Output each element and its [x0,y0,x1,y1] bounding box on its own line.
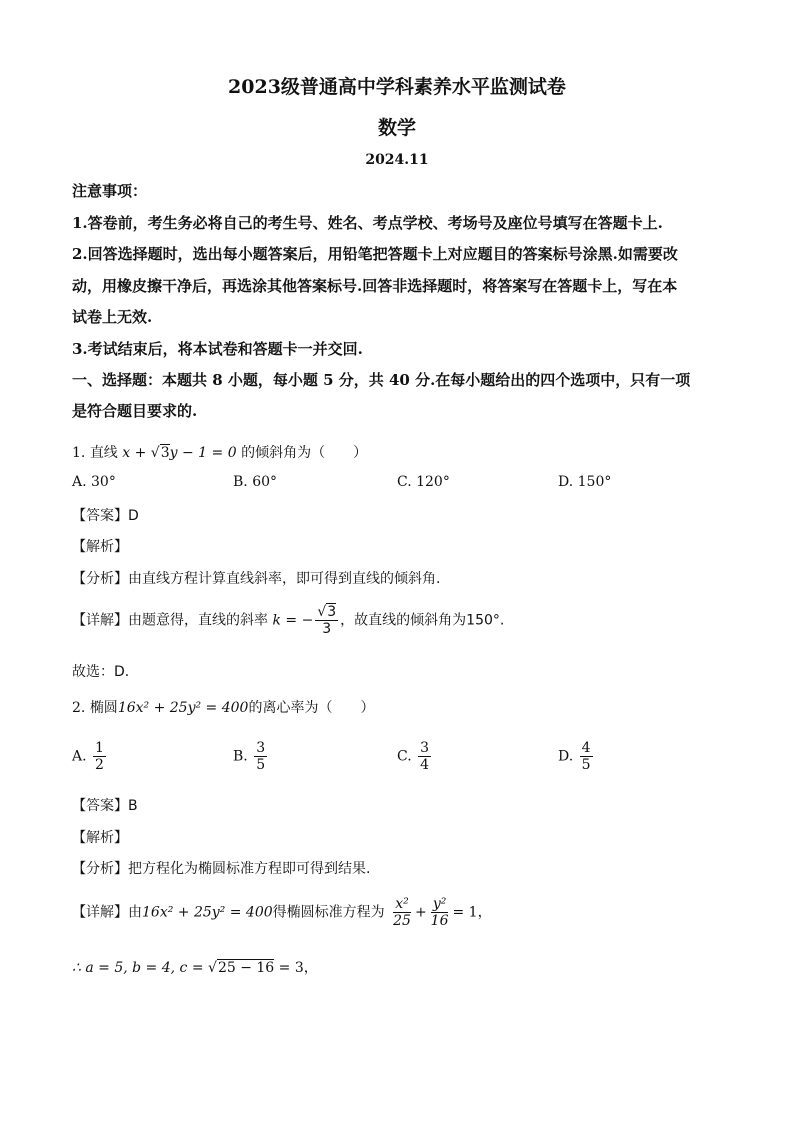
detail-equation: 16x² + 25y² = 400 [142,904,273,921]
question-2-answer [72,795,138,815]
fenxi-tag: 【分析】 [72,571,128,587]
notes-item-3: 3.考试结束后，将本试卷和答题卡一并交回. [72,340,363,358]
fenxi-text: 由直线方程计算直线斜率，即可得到直线的倾斜角. [128,571,441,587]
option-numerator: 4 [581,740,591,756]
question-2 [72,697,374,717]
section-heading-line-1: 一、选择题：本题共 8 小题，每小题 5 分，共 40 分.在每小题给出的四个选项中，只有一项 [72,371,691,389]
detail-prefix: 由 [128,904,142,921]
answer-value: D [128,508,139,524]
question-1-answer [72,505,139,525]
question-2-therefore [72,957,318,977]
question-1-analysis-tag: 【解析】 [72,539,128,555]
exam-date: 2024.11 [365,152,429,168]
fraction-numerator [315,604,338,621]
answer-value: B [128,798,138,814]
detail-tag: 【详解】 [72,612,128,629]
fraction-denominator: 3 [322,621,332,638]
fraction-denominator: 25 [393,913,411,930]
question-1-suffix: 的倾斜角为（ ） [241,445,368,461]
question-1-equation-a: x + [122,445,151,461]
detail-end: = 1， [452,904,492,921]
question-2-option-c [397,740,433,773]
plus-sign: + [414,904,427,921]
question-2-option-a [72,740,108,773]
therefore-end: = 3， [274,960,318,976]
question-2-equation: 16x² + 25y² = 400 [117,700,249,716]
option-numerator: 3 [420,740,430,756]
fraction-denominator: 16 [430,913,449,930]
question-2-number: 2. [72,700,86,716]
question-1-option-c: C. 120° [397,474,450,490]
question-1-option-d: D. 150° [558,474,612,490]
detail-fraction [315,604,338,637]
notes-item-1: 1.答卷前，考生务必将自己的考生号、姓名、考点学校、考场号及座位号填写在答题卡上. [72,214,663,232]
question-1-fenxi [72,568,440,588]
question-1-equation-b: y − 1 = 0 [169,445,237,461]
answer-tag: 【答案】 [72,508,128,524]
exam-title: 2023级普通高中学科素养水平监测试卷 [228,76,566,98]
option-numerator: 1 [95,740,104,756]
option-label: B. [233,748,248,765]
question-1-sqrt-arg: 3 [160,445,170,461]
ellipse-fraction-y [429,896,451,929]
question-2-analysis-tag: 【解析】 [72,830,128,846]
fraction-numerator: y² [432,896,447,912]
question-1-conclusion: 故选：D. [72,664,130,680]
question-1-option-b: B. 60° [233,474,278,490]
detail-k: k = − [272,612,314,629]
question-2-suffix: 的离心率为（ ） [248,700,375,716]
fenxi-tag: 【分析】 [72,861,128,877]
detail-prefix: 由题意得，直线的斜率 [128,612,268,629]
ellipse-fraction-x [391,896,413,929]
notes-item-2-line-3: 试卷上无效. [72,308,153,326]
question-2-fenxi [72,858,370,878]
therefore-sqrt: 25 − 16 [217,960,275,976]
option-label: D. [558,748,574,765]
option-denominator: 5 [256,757,266,774]
notes-item-2-line-2: 动，用橡皮擦干净后，再选涂其他答案标号.回答非选择题时，将答案写在答题卡上，写在本 [72,277,678,295]
notes-heading: 注意事项： [72,182,148,200]
fraction-numerator: x² [395,896,409,912]
option-denominator: 4 [420,757,430,774]
exam-subject: 数学 [377,117,416,139]
option-denominator: 2 [95,757,104,774]
question-1-detail [72,604,504,637]
option-label: C. [397,748,412,765]
detail-mid: 得椭圆标准方程为 [272,904,385,921]
question-2-detail [72,896,492,929]
question-1-number: 1. [72,445,86,461]
sqrt-symbol: √ [317,604,327,620]
detail-suffix: ，故直线的倾斜角为150°. [340,612,505,629]
question-1-prefix: 直线 [89,445,118,461]
question-1-option-a: A. 30° [72,474,116,490]
question-2-prefix: 椭圆 [89,700,118,716]
option-numerator: 3 [256,740,266,756]
question-1 [72,442,367,462]
option-denominator: 5 [581,757,591,774]
sqrt-symbol: √ [150,445,160,461]
question-2-option-b [233,740,269,773]
therefore-text: ∴ a = 5, b = 4, c = [72,960,209,976]
option-label: A. [72,748,87,765]
notes-item-2-line-1: 2.回答选择题时，选出每小题答案后，用铅笔把答题卡上对应题目的答案标号涂黑.如需要改 [72,245,678,263]
fenxi-text: 把方程化为椭圆标准方程即可得到结果. [128,861,371,877]
sqrt-symbol: √ [208,960,217,976]
detail-tag: 【详解】 [72,904,128,921]
answer-tag: 【答案】 [72,798,128,814]
section-heading-line-2: 是符合题目要求的. [72,402,198,420]
question-2-option-d [558,740,595,773]
fraction-numerator-value: 3 [327,604,337,620]
